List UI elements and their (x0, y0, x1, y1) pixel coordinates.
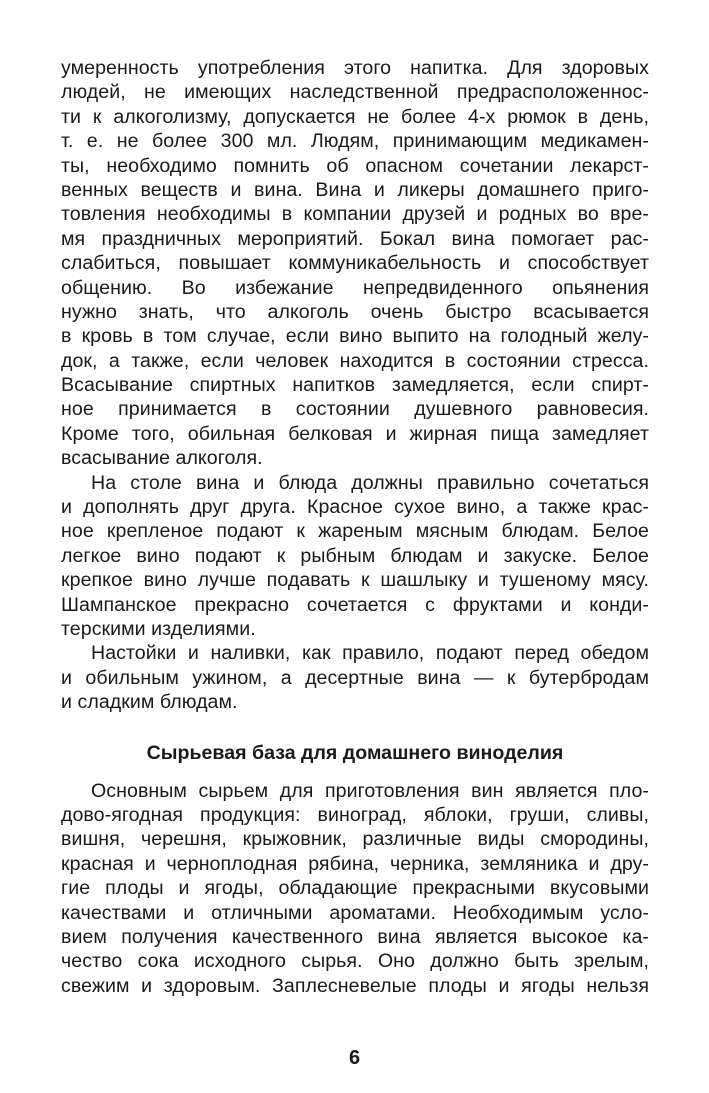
text-line: товления необходимы в компании друзей и родных во вре- (61, 203, 649, 226)
text-line: Шампанское прекрасно сочетается с фруктами и конди- (61, 593, 649, 616)
page-body (61, 56, 649, 998)
text-line: На столе вина и блюда должны правильно сочетаться (91, 471, 649, 494)
text-line: всасывание алкоголя. (61, 447, 263, 470)
text-line: нужно знать, что алкоголь очень быстро всасывается (61, 300, 649, 323)
paragraph-1 (61, 56, 649, 471)
text-line: легкое вино подают к рыбным блюдам и закуске. Белое (61, 544, 649, 567)
text-line: гие плоды и ягоды, обладающие прекрасными вкусовыми (61, 877, 649, 900)
text-line: качествами и отличными ароматами. Необходимым усло- (61, 901, 649, 924)
page-number: 6 (348, 1047, 361, 1069)
text-line: т. е. не более 300 мл. Людям, принимающим медикамен- (61, 130, 649, 153)
text-line: и обильным ужином, а десертные вина — к бутербродам (61, 666, 649, 689)
text-line: людей, не имеющих наследственной предрасположеннос- (61, 81, 649, 104)
text-line: свежим и здоровым. Заплесневелые плоды и ягоды нельзя (61, 974, 649, 997)
text-line: ное крепленое подают к жареным мясным блюдам. Белое (61, 520, 649, 543)
text-line: чество сока исходного сырья. Оно должно быть зрелым, (61, 950, 649, 973)
text-line: док, а также, если человек находится в состоянии стресса. (61, 349, 649, 372)
text-line: вишня, черешня, крыжовник, различные виды смородины, (61, 828, 649, 851)
text-line: ти к алкоголизму, допускается не более 4-х рюмок в день, (61, 105, 649, 128)
paragraph-4 (61, 779, 649, 999)
section-heading: Сырьевая база для домашнего виноделия (146, 741, 564, 764)
text-line: ное принимается в состоянии душевного равновесия. (61, 398, 649, 421)
text-line: в кровь в том случае, если вино выпито на голодный желу- (61, 325, 649, 348)
text-line: красная и черноплодная рябина, черника, земляника и дру- (61, 852, 649, 875)
text-line: слабиться, повышает коммуникабельность и способствует (61, 252, 649, 275)
paragraph-3 (61, 641, 649, 714)
text-line: умеренность употребления этого напитка. Для здоровых (61, 57, 649, 79)
text-line: дово-ягодная продукция: виноград, яблоки, груши, сливы, (61, 803, 649, 826)
text-line: Всасывание спиртных напитков замедляется, если спирт- (61, 374, 649, 397)
paragraph-2 (61, 471, 649, 642)
text-line: терскими изделиями. (61, 617, 256, 640)
text-line: Основным сырьем для приготовления вин является пло- (91, 779, 649, 802)
text-line: и сладким блюдам. (61, 691, 238, 714)
text-line: Настойки и наливки, как правило, подают перед обедом (91, 642, 649, 665)
text-line: крепкое вино лучше подавать к шашлыку и тушеному мясу. (61, 569, 649, 592)
text-line: Кроме того, обильная белковая и жирная пища замедляет (61, 422, 649, 445)
text-line: мя праздничных мероприятий. Бокал вина помогает рас- (61, 227, 649, 250)
text-line: и дополнять друг друга. Красное сухое вино, а также крас- (61, 496, 649, 519)
text-line: вием получения качественного вина является высокое ка- (61, 925, 649, 948)
text-line: венных веществ и вина. Вина и ликеры домашнего приго- (61, 178, 649, 201)
text-line: общению. Во избежание непредвиденного опьянения (61, 276, 649, 299)
text-line: ты, необходимо помнить об опасном сочетании лекарст- (61, 154, 649, 177)
